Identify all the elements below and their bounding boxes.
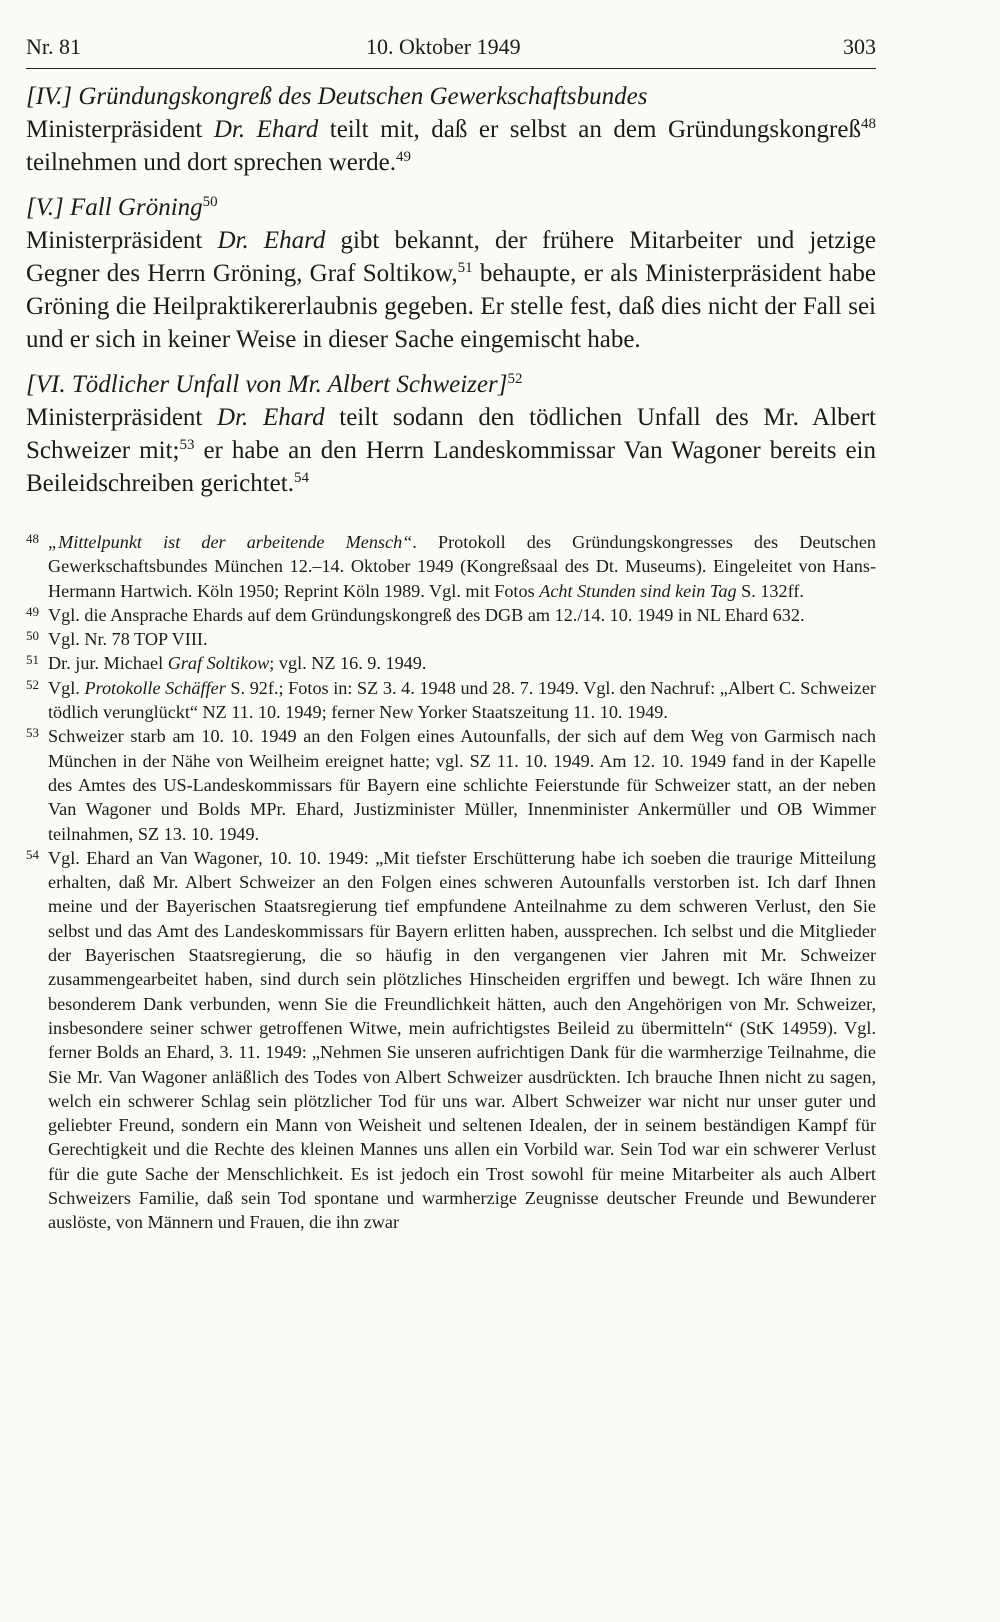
section-body (26, 224, 876, 356)
text-run: Ministerpräsident (26, 404, 218, 431)
text-run: behaupte, er als Ministerpräsident habe Gröning die Heilpraktikererlaubnis gegeben. Er stelle fest, daß dies nicht der Fall sei und er sich in keiner Weise in dieser Sache eingemischt habe. (26, 260, 876, 353)
footnote-number: 50 (26, 628, 39, 644)
footnote-number: 49 (26, 603, 39, 619)
running-header (26, 30, 876, 66)
text-run: teilnehmen und dort sprechen werde. (26, 149, 397, 176)
footnote (26, 676, 876, 725)
section-title (26, 191, 876, 224)
header-rule (26, 68, 876, 69)
page-number: 303 (843, 34, 876, 59)
footnote-number: 54 (26, 846, 39, 862)
italic-text: Acht Stunden sind kein Tag (539, 580, 737, 601)
italic-text: Dr. Ehard (217, 227, 326, 254)
section-title (26, 368, 876, 401)
section-title-text: Gründungskongreß des Deutschen Gewerkschaftsbundes (78, 83, 648, 110)
footnote-number: 53 (26, 725, 39, 741)
text-run: ; vgl. NZ 16. 9. 1949. (269, 653, 427, 674)
text-run: Dr. jur. Michael (48, 653, 168, 674)
document-page (26, 30, 876, 1235)
text-run: Vgl. die Ansprache Ehards auf dem Gründungskongreß des DGB am 12./14. 10. 1949 in NL Ehard 632. (48, 604, 805, 625)
section-prefix: [ (26, 371, 36, 398)
italic-text: Dr. Ehard (213, 116, 319, 143)
italic-text: „Mittelpunkt ist der arbeitende Mensch“ (48, 532, 413, 552)
footnote-ref: 54 (293, 470, 309, 486)
text-run: gibt bekannt, der frühere Mitarbeiter und jetzige Gegner des Herrn Gröning, Graf Soltikow, (26, 227, 876, 287)
document-number: Nr. 81 (26, 34, 81, 59)
footnote-ref: 51 (457, 260, 473, 276)
section-title-text: Fall Gröning (70, 194, 203, 221)
section-body (26, 113, 876, 179)
agenda-section (26, 368, 876, 500)
italic-text: Protokolle Schäffer (84, 677, 226, 698)
text-run: er habe an den Herrn Landeskommissar Van Wagoner bereits ein Beileidschreiben gerichtet. (26, 437, 876, 497)
section-prefix: [IV.] (26, 83, 79, 110)
footnote (26, 846, 876, 1235)
text-run: teilt sodann den tödlichen Unfall des Mr. Albert Schweizer mit; (26, 404, 877, 464)
italic-text: Graf Soltikow (167, 653, 270, 674)
footnote (26, 603, 876, 627)
header-date: 10. Oktober 1949 (366, 34, 521, 59)
footnote (26, 627, 876, 651)
text-run: teilt mit, daß er selbst an dem Gründungskongreß (318, 116, 861, 143)
text-run: Ministerpräsident (26, 227, 218, 254)
footnote-ref: 49 (396, 149, 412, 165)
italic-text: Dr. Ehard (217, 404, 325, 431)
section-body (26, 401, 876, 500)
footnote-ref: 52 (507, 371, 523, 387)
text-run: S. 132ff. (736, 580, 804, 601)
agenda-section (26, 80, 876, 179)
text-run: S. 92f.; Fotos in: SZ 3. 4. 1948 und 28. 7. 1949. Vgl. den Nachruf: „Albert C. Schweizer tödlich verunglückt“ NZ 11. 10. 1949; ferner New Yorker Staatszeitung 11. 10. 1949. (48, 677, 876, 723)
footnote (26, 530, 876, 603)
text-run: Vgl. Nr. 78 TOP VIII. (48, 629, 208, 650)
text-run: Vgl. Ehard an Van Wagoner, 10. 10. 1949: „Mit tiefster Erschütterung habe ich soeben die traurige Mitteilung erhalten, daß Mr. Albert Schweizer an den Folgen eines schweren Autounfalls verstorben ist. Ich darf Ihnen meine und der Bayerischen Staatsregierung tief empfundene Anteilnahme zu dem schweren Verlust, den Sie selbst und das Amt des Landeskommissars für Bayern erlitten haben, aussprechen. Ich selbst und die Mitglieder der Bayerischen Staatsregierung, die so häufig in den vergangenen vier Jahren mit Mr. Schweizer zusammengearbeitet haben, sind durch sein plötzliches Hinscheiden ergriffen und bewegt. Ich wäre Ihnen zu besonderem Dank verbunden, wenn Sie die Freundlichkeit hätten, auch den Angehörigen von Mr. Schweizer, insbesondere seiner schwer getroffenen Witwe, mein aufrichtigstes Beileid zu übermitteln“ (StK 14959). Vgl. ferner Bolds an Ehard, 3. 11. 1949: „Nehmen Sie unseren aufrichtigen Dank für die warmherzige Teilnahme, die Sie Mr. Van Wagoner anläßlich des Todes von Albert Schweizer ausdrückten. Ich brauche Ihnen nicht zu sagen, welch ein schwerer Schlag sein plötzlicher Tod für uns war. Albert Schweizer war nicht nur unser guter und geliebter Freund, sondern ein Mann von Weisheit und seltenen Idealen, der in seinem beständigen Kampf für Gerechtigkeit und die Rechte des kleinen Mannes uns allen ein Vorbild war. Sein Tod war ein schwerer Verlust für die gute Sache der Menschlichkeit. Es ist jedoch ein Trost sowohl für meine Mitarbeiter als auch Albert Schweizers Familie, daß sein Tod spontane und warmherzige Zeugnisse deutscher Freunde und Bewunderer auslöste, von Männern und Frauen, die ihn zwar (48, 847, 876, 1233)
agenda-section (26, 191, 876, 356)
agenda-body (26, 80, 876, 500)
text-run: Vgl. (48, 677, 85, 698)
section-suffix: ] (497, 371, 508, 398)
footnote (26, 724, 876, 845)
footnote-ref: 48 (860, 116, 876, 132)
text-run: Ministerpräsident (26, 116, 214, 143)
section-title-text: VI. Tödlicher Unfall von Mr. Albert Schweizer (35, 371, 498, 398)
footnote-ref: 53 (179, 437, 195, 453)
section-title (26, 80, 876, 113)
footnote-ref: 50 (202, 194, 218, 210)
section-prefix: [V.] (26, 194, 71, 221)
footnote-number: 51 (26, 652, 39, 668)
footnote-number: 48 (26, 531, 39, 546)
text-run: . Protokoll des Gründungskongresses des Deutschen Gewerkschaftsbundes München 12.–14. Oktober 1949 (Kongreßsaal des Dt. Museums). Eingeleitet von Hans-Hermann Hartwich. Köln 1950; Reprint Köln 1989. Vgl. mit Fotos (48, 532, 876, 601)
footnotes (26, 530, 876, 1235)
footnote-number: 52 (26, 676, 39, 692)
footnote (26, 651, 876, 675)
text-run: Schweizer starb am 10. 10. 1949 an den Folgen eines Autounfalls, der sich auf dem Weg von Garmisch nach München in der Nähe von Weilheim ereignet hatte; vgl. SZ 11. 10. 1949. Am 12. 10. 1949 fand in der Kapelle des Amtes des US-Landeskommissars für Bayern eine schlichte Feierstunde für Schweizer statt, an der neben Van Wagoner und Bolds MPr. Ehard, Justizminister Müller, Innenminister Ankermüller und OB Wimmer teilnahmen, SZ 13. 10. 1949. (48, 726, 876, 844)
